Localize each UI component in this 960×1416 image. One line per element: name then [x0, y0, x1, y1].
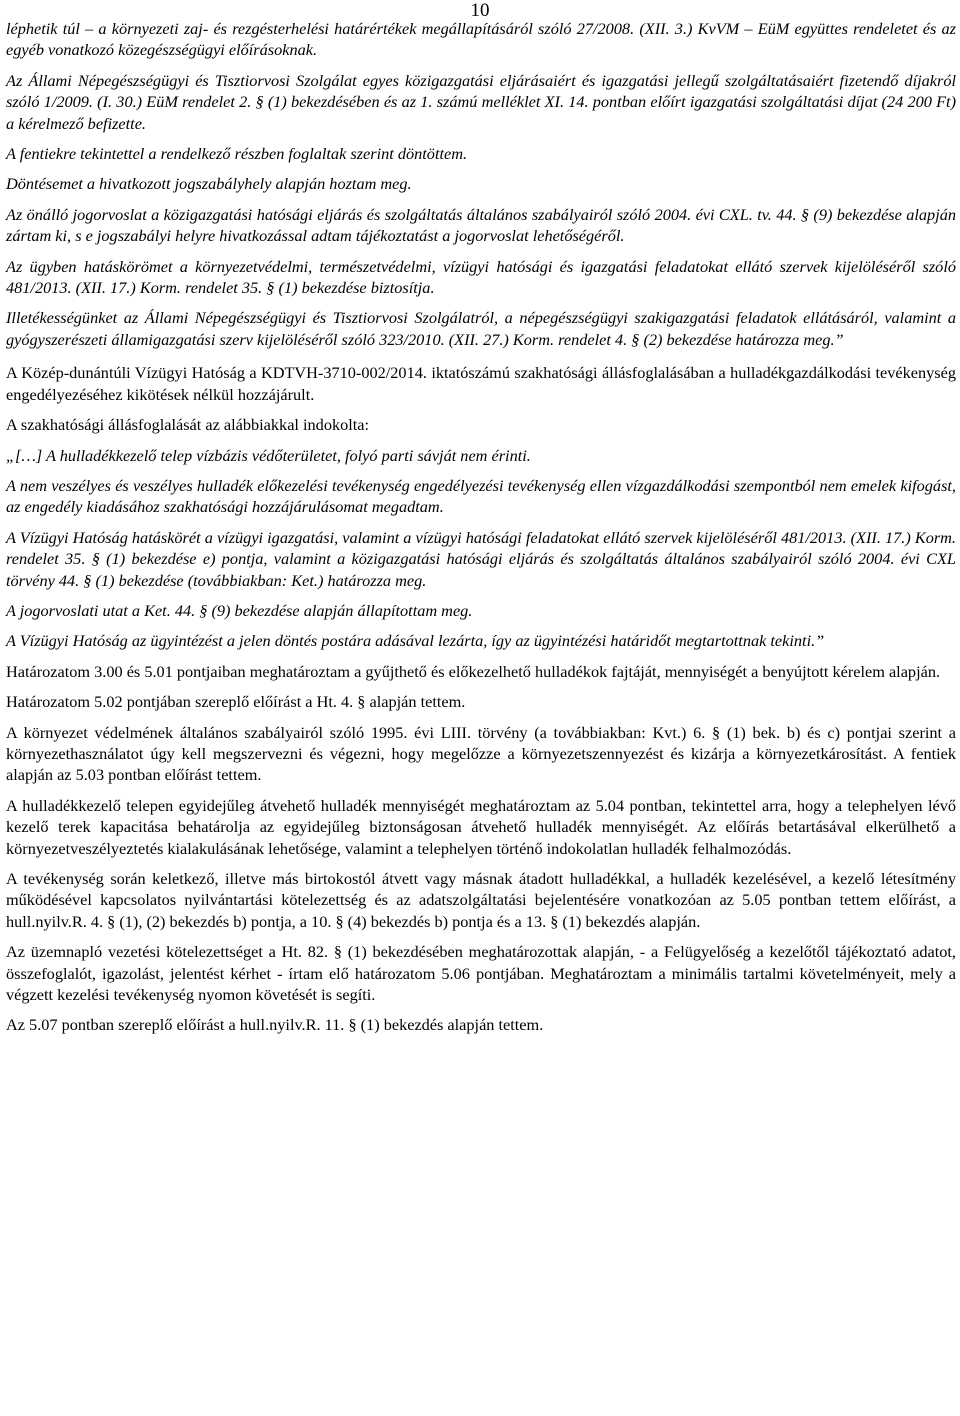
paragraph: A környezet védelmének általános szabályairól szóló 1995. évi LIII. törvény (a továbbiakban: Kvt.) 6. § (1) bek. b) és c) pontjai szerint a környezethasználatot úgy kell megszervezni és végezni, hogy megelőzze a környezetszennyezést és kizárja a környezetkárosítást. A fentiek alapján az 5.03 pontban előírást tettem.	[6, 722, 956, 785]
paragraph: Az 5.07 pontban szereplő előírást a hull.nyilv.R. 11. § (1) bekezdés alapján tettem.	[6, 1015, 544, 1035]
paragraph: A Vízügyi Hatóság az ügyintézést a jelen döntés postára adásával lezárta, így az ügyintézési határidőt megtartottnak tekinti.”	[6, 631, 825, 651]
page-number: 10	[470, 0, 490, 21]
paragraph: léphetik túl – a környezeti zaj- és rezgésterhelési határértékek megállapításáról szóló 27/2008. (XII. 3.) KvVM – EüM együttes rendeletet és az egyéb vonatkozó közegészségügyi előírásoknak.	[6, 19, 956, 60]
paragraph: A nem veszélyes és veszélyes hulladék előkezelési tevékenység engedélyezési tevékenység ellen vízgazdálkodási szempontból nem emelek kifogást, az engedély kiadásához szakhatósági hozzájárulásomat megadtam.	[6, 475, 956, 517]
paragraph: Az önálló jogorvoslat a közigazgatási hatósági eljárás és szolgáltatás általános szabályairól szóló 2004. évi CXL. tv. 44. § (9) bekezdése alapján zártam ki, s e jogszabályi helyre hivatkozással adtam tájékoztatást a jogorvoslat lehetőségéről.	[6, 204, 956, 246]
paragraph: „[…] A hulladékkezelő telep vízbázis védőterületet, folyó parti sávját nem érinti.	[6, 445, 531, 465]
paragraph: Az Állami Népegészségügyi és Tisztiorvosi Szolgálat egyes közigazgatási eljárásaiért és igazgatási jellegű szolgáltatásaiért fizetendő díjakról szóló 1/2009. (I. 30.) EüM rendelet 2. § (1) bekezdésében és az 1. számú melléklet XI. 14. pontban előírt igazgatási szolgáltatási díjat (24 200 Ft) a kérelmező befizette.	[6, 70, 956, 133]
paragraph: A Közép-dunántúli Vízügyi Hatóság a KDTVH-3710-002/2014. iktatószámú szakhatósági állásfoglalásában a hulladékgazdálkodási tevékenység engedélyezéséhez kikötések nélkül hozzájárult.	[6, 363, 956, 404]
paragraph: A fentiekre tekintettel a rendelkező részben foglaltak szerint döntöttem.	[6, 144, 468, 164]
paragraph: Az ügyben hatáskörömet a környezetvédelmi, természetvédelmi, vízügyi hatósági és igazgatási feladatokat ellátó szervek kijelöléséről szóló 481/2013. (XII. 17.) Korm. rendelet 35. § (1) bekezdése biztosítja.	[6, 256, 956, 298]
paragraph: Határozatom 5.02 pontjában szereplő előírást a Ht. 4. § alapján tettem.	[6, 692, 466, 712]
paragraph: Döntésemet a hivatkozott jogszabályhely alapján hoztam meg.	[6, 174, 412, 194]
document-page	[6, 18, 956, 1045]
paragraph: Az üzemnapló vezetési kötelezettséget a Ht. 82. § (1) bekezdésében meghatározottak alapján, - a Felügyelőség a kezelőtől tájékoztató adatot, összefoglalót, igazolást, jelentést kérhet - írtam elő határozatom 5.06 pontjában. Meghatároztam a minimális tartalmi követelményeit, mely a végzett kezelési tevékenység nyomon követését is segíti.	[6, 942, 956, 1005]
paragraph: Illetékességünket az Állami Népegészségügyi és Tisztiorvosi Szolgálatról, a népegészségügyi szakigazgatási feladatok ellátásáról, valamint a gyógyszerészeti államigazgatási szerv kijelöléséről szóló 323/2010. (XII. 27.) Korm. rendelet 4. § (2) bekezdése határozza meg.”	[6, 308, 956, 349]
paragraph: A hulladékkezelő telepen egyidejűleg átvehető hulladék mennyiségét meghatároztam az 5.04 pontban, tekintettel arra, hogy a telephelyen lévő kezelő terek kapacitása behatárolja az egyidejűleg biztonságosan átvehető hulladék mennyiségét. Az előírás betartásával elkerülhető a környezetveszélyeztetés kialakulásának lehetősége, valamint a telephelyen történő indokolatlan hulladék felhalmozódás.	[6, 795, 956, 858]
paragraph: Határozatom 3.00 és 5.01 pontjaiban meghatároztam a gyűjthető és előkezelhető hulladékok fajtáját, mennyiségét a benyújtott kérelem alapján.	[6, 661, 941, 681]
paragraph: A jogorvoslati utat a Ket. 44. § (9) bekezdése alapján állapítottam meg.	[6, 600, 473, 620]
paragraph: A Vízügyi Hatóság hatáskörét a vízügyi igazgatási, valamint a vízügyi hatósági feladatokat ellátó szervek kijelöléséről 481/2013. (XII. 17.) Korm. rendelet 35. § (1) bekezdése e) pontja, valamint a közigazgatási hatósági eljárás és szolgáltatás általános szabályairól szóló 2004. évi CXL törvény 44. § (1) bekezdése (továbbiakban: Ket.) határozza meg.	[6, 527, 956, 590]
paragraph: A tevékenység során keletkező, illetve más birtokostól átvett vagy másnak átadott hulladékkal, a hulladék kezelésével, a kezelő létesítmény működésével kapcsolatos nyilvántartási kötelezettség és az adatszolgáltatási bejelentésére vonatkozóan az 5.05 pontban tettem előírást, a hull.nyilv.R. 4. § (1), (2) bekezdés b) pontja, a 10. § (4) bekezdés b) pontja és a 13. § (1) bekezdés alapján.	[6, 869, 956, 931]
paragraph: A szakhatósági állásfoglalását az alábbiakkal indokolta:	[6, 415, 370, 435]
